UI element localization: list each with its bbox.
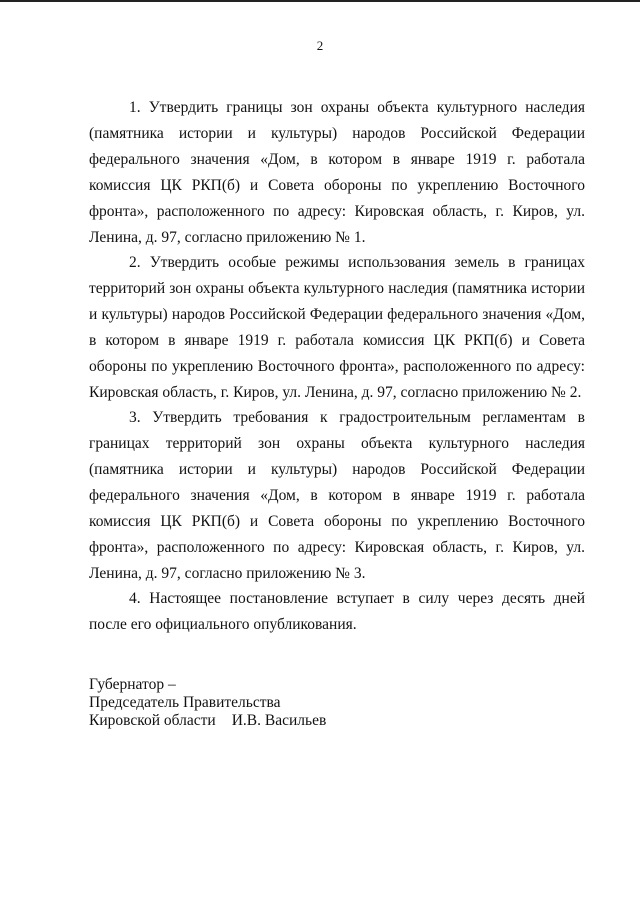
paragraph-1: 1. Утвердить границы зон охраны объекта культурного наследия (памятника истории и культуры) народов Российской Федерации федерального значения «Дом, в котором в январе 1919 г. работала комиссия ЦК РКП(б) и Совета обороны по укреплению Восточного фронта», расположенного по адресу: Кировская область, г. Киров, ул. Ленина, д. 97, согласно приложению № 1.: [89, 99, 585, 246]
page-number: 2: [316, 38, 324, 53]
signature-title-governor: Губернатор –: [89, 676, 176, 693]
paragraph-4: 4. Настоящее постановление вступает в силу через десять дней после его официального опубликования.: [89, 590, 585, 633]
signature-region-line: [89, 712, 489, 730]
signature-title-chairman: Председатель Правительства: [89, 694, 281, 711]
signature-region: Кировской области: [89, 712, 216, 729]
signer-name: И.В. Васильев: [231, 712, 327, 729]
top-border-line: [0, 0, 640, 2]
signature-block: [89, 676, 489, 730]
paragraph-3: 3. Утвердить требования к градостроительным регламентам в границах территорий зон охраны объекта культурного наследия (памятника истории и культуры) народов Российской Федерации федерального значения «Дом, в котором в январе 1919 г. работала комиссия ЦК РКП(б) и Совета обороны по укреплению Восточного фронта», расположенного по адресу: Кировская область, г. Киров, ул. Ленина, д. 97, согласно приложению № 3.: [89, 409, 585, 582]
paragraph-2: 2. Утвердить особые режимы использования земель в границах территорий зон охраны объекта культурного наследия (памятника истории и культуры) народов Российской Федерации федерального значения «Дом, в котором в январе 1919 г. работала комиссия ЦК РКП(б) и Совета обороны по укреплению Восточного фронта», расположенного по адресу: Кировская область, г. Киров, ул. Ленина, д. 97, согласно приложению № 2.: [89, 254, 585, 401]
